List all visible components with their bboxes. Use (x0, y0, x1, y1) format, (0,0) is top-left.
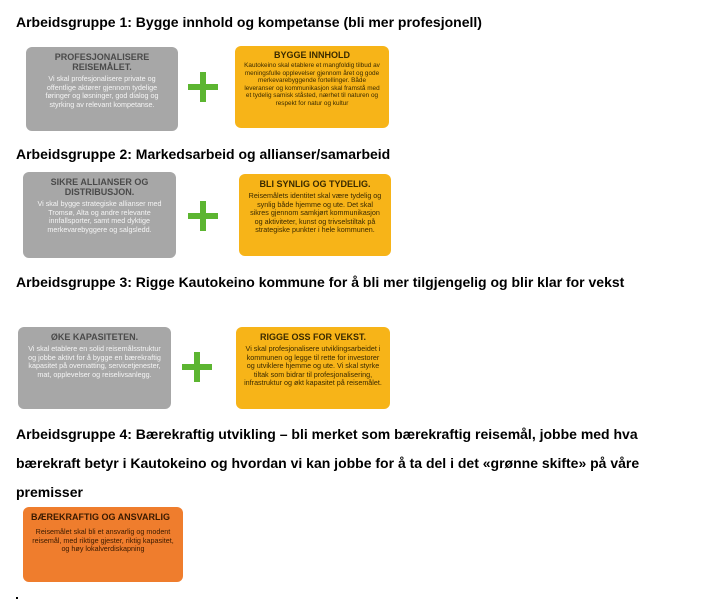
plus-icon (188, 201, 218, 231)
card-title: BÆREKRAFTIG OG ANSVARLIG (31, 512, 170, 522)
trailing-dot (16, 597, 18, 599)
card-body: Kautokeino skal etablere et mangfoldig tilbud av meningsfulle opplevelser gjennom året og gode merkevarebyggende fortellinger. Både leveranser og kommunikasjon skal framstå med et tydelig samisk ståsted, nærhet til naturen og respekt for natur og kultur (244, 62, 380, 107)
card-title: ØKE KAPASITETEN. (50, 332, 139, 342)
plus-icon (188, 72, 218, 102)
card-title: BLI SYNLIG OG TYDELIG. (259, 179, 371, 189)
group-4-heading: Arbeidsgruppe 4: Bærekraftig utvikling – bli merket som bærekraftig reisemål, jobbe med hva bærekraft betyr i Kautokeino og hvordan vi kan jobbe for å ta del i det «grønne skifte» på våre premisser (16, 426, 640, 500)
card-bli-synlig (239, 174, 391, 256)
card-title: RIGGE OSS FOR VEKST. (259, 332, 367, 342)
plus-icon (182, 352, 212, 382)
group-2-heading: Arbeidsgruppe 2: Markedsarbeid og allianser/samarbeid (16, 146, 391, 162)
group-3-heading: Arbeidsgruppe 3: Rigge Kautokeino kommune for å bli mer tilgjengelig og blir klar for vekst (16, 274, 625, 290)
card-sikre-allianser (23, 172, 176, 258)
card-body: Reisemålets identitet skal være tydelig og synlig både hjemme og ute. Det skal sikres gjennom samkjørt kommunikasjon og aktiviteter, kunst og trivselstiltak på strategiske punkter i hele kommunen. (248, 191, 382, 235)
group-1-heading: Arbeidsgruppe 1: Bygge innhold og kompetanse (bli mer profesjonell) (16, 14, 482, 30)
card-body: Vi skal etablere en solid reisemålsstruktur og jobbe aktivt for å bygge en bærekraftig kapasitet på overnatting, servicetjenester, mat, opplevelser og reiselivsanlegg. (28, 344, 161, 379)
card-body: Vi skal profesjonalisere utviklingsarbeidet i kommunen og legge til rette for investorer og utviklere hjemme og ute. Vi skal styrke tiltak som bidrar til profesjonalisering, infrastruktur og økt kapasitet på reisemålet. (244, 344, 382, 388)
card-title: SIKRE ALLIANSER OG DISTRIBUSJON. (50, 177, 149, 197)
card-title: PROFESJONALISERE REISEMÅLET. (54, 52, 150, 72)
card-oke-kapasiteten (18, 327, 171, 409)
card-body: Vi skal bygge strategiske allianser med Tromsø, Alta og andre relevante innfallsporter, samt med dyktige merkevarebyggere og salgsledd. (37, 199, 162, 234)
card-baerekraftig (23, 507, 183, 582)
card-title: BYGGE INNHOLD (273, 50, 350, 60)
card-body: Reisemålet skal bli et ansvarlig og modent reisemål, med riktige gjester, riktig kapasitet, og høy lokalverdiskapning (32, 527, 174, 554)
card-bygge-innhold (235, 46, 389, 128)
card-profesjonalisere (26, 47, 178, 131)
card-body: Vi skal profesjonalisere private og offentlige aktører gjennom tydelige føringer og løsninger, god dialog og styrking av relevant kompetanse. (45, 74, 159, 109)
card-rigge-oss (236, 327, 390, 409)
